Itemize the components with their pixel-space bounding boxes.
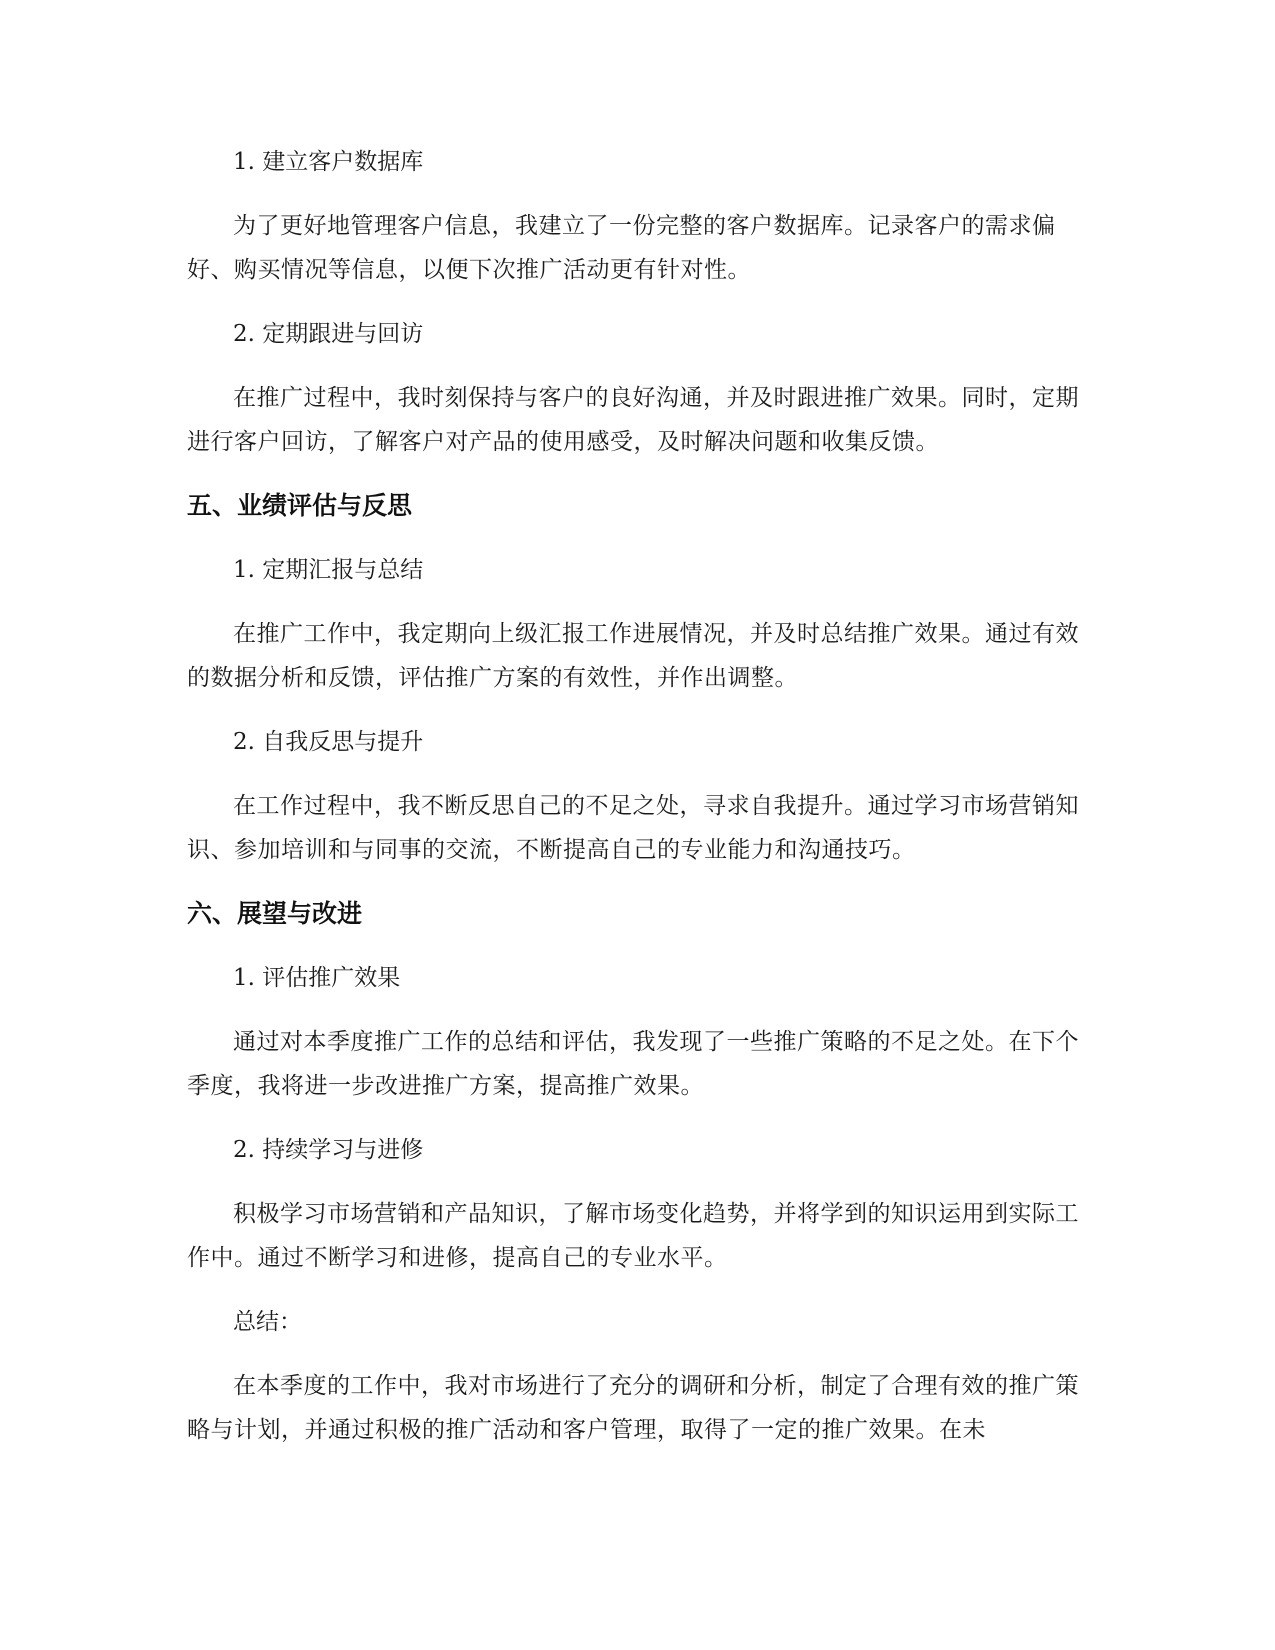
subheading-learning: 2. 持续学习与进修 [233, 1137, 424, 1163]
subheading-evaluate: 1. 评估推广效果 [233, 965, 401, 991]
subheading-followup: 2. 定期跟进与回访 [233, 321, 424, 347]
paragraph-reflection: 在工作过程中，我不断反思自己的不足之处，寻求自我提升。通过学习市场营销知识、参加培训和与同事的交流，不断提高自己的专业能力和沟通技巧。 [187, 793, 1079, 863]
subheading-reflection: 2. 自我反思与提升 [233, 729, 424, 755]
paragraph-report: 在推广工作中，我定期向上级汇报工作进展情况，并及时总结推广效果。通过有效的数据分析和反馈，评估推广方案的有效性，并作出调整。 [187, 621, 1079, 691]
subheading-report: 1. 定期汇报与总结 [233, 557, 424, 583]
paragraph-evaluate: 通过对本季度推广工作的总结和评估，我发现了一些推广策略的不足之处。在下个季度，我将进一步改进推广方案，提高推广效果。 [187, 1029, 1079, 1099]
section-heading-performance: 五、业绩评估与反思 [187, 491, 413, 520]
section-heading-outlook: 六、展望与改进 [187, 899, 363, 928]
summary-label: 总结： [233, 1309, 302, 1335]
subheading-customer-database: 1. 建立客户数据库 [233, 149, 424, 175]
document-body [187, 140, 1087, 1452]
paragraph-summary: 在本季度的工作中，我对市场进行了充分的调研和分析，制定了合理有效的推广策略与计划，并通过积极的推广活动和客户管理，取得了一定的推广效果。在未 [187, 1373, 1079, 1443]
paragraph-customer-database: 为了更好地管理客户信息，我建立了一份完整的客户数据库。记录客户的需求偏好、购买情况等信息，以便下次推广活动更有针对性。 [187, 213, 1056, 283]
paragraph-followup: 在推广过程中，我时刻保持与客户的良好沟通，并及时跟进推广效果。同时，定期进行客户回访，了解客户对产品的使用感受，及时解决问题和收集反馈。 [187, 385, 1079, 455]
paragraph-learning: 积极学习市场营销和产品知识，了解市场变化趋势，并将学到的知识运用到实际工作中。通过不断学习和进修，提高自己的专业水平。 [187, 1201, 1079, 1271]
